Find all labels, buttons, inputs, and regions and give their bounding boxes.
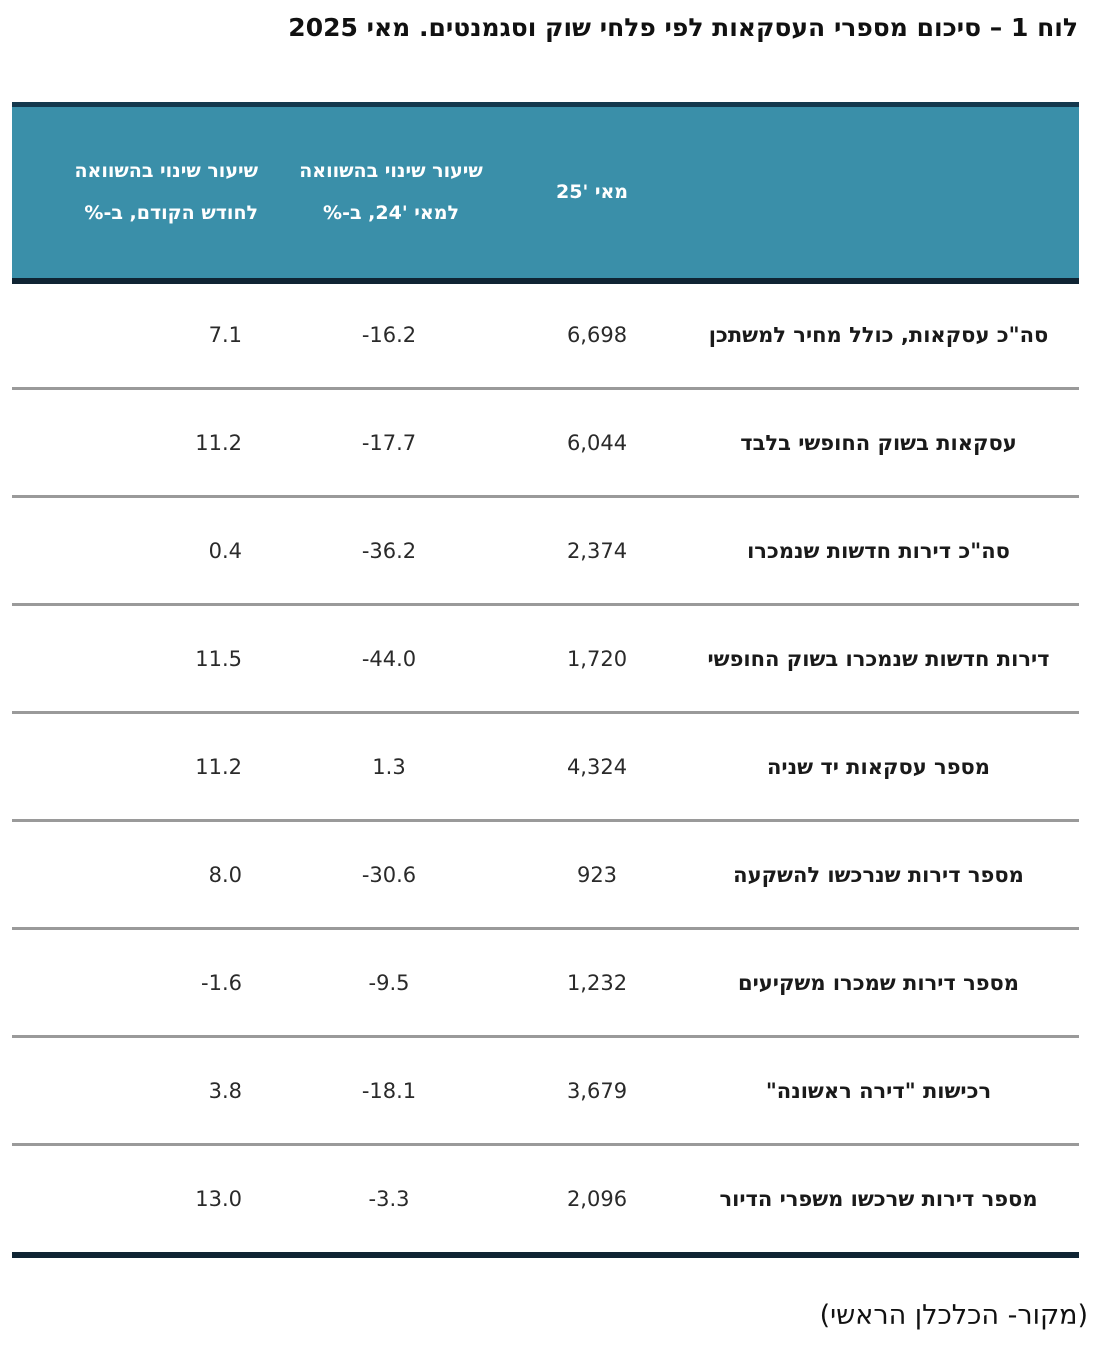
header-may-25-text: מאי '25 bbox=[556, 181, 629, 204]
row-label: מספר דירות שרכשו משפרי הדיור bbox=[678, 1145, 1079, 1256]
cell-yoy-change bbox=[262, 389, 516, 497]
table-row bbox=[12, 281, 1079, 389]
cell-may-25-value: 6,044 bbox=[566, 430, 628, 455]
cell-may-25-value: 923 bbox=[576, 862, 618, 887]
cell-mom-change bbox=[12, 605, 262, 713]
cell-may-25 bbox=[516, 1145, 678, 1256]
cell-mom-change bbox=[12, 713, 262, 821]
cell-mom-value: 3.8 bbox=[208, 1078, 242, 1103]
source-note: (מקור- הכלכלן הראשי) bbox=[819, 1300, 1088, 1331]
cell-yoy-value: -18.1 bbox=[361, 1078, 417, 1103]
header-mom-line2: לחודש הקודם, ב-% bbox=[84, 202, 258, 225]
cell-yoy-change bbox=[262, 1145, 516, 1256]
cell-mom-change bbox=[12, 389, 262, 497]
cell-mom-change bbox=[12, 1145, 262, 1256]
table-row bbox=[12, 821, 1079, 929]
cell-yoy-value: -9.5 bbox=[368, 970, 410, 995]
cell-may-25 bbox=[516, 497, 678, 605]
row-label: סה"כ דירות חדשות שנמכרו bbox=[678, 497, 1079, 605]
cell-yoy-change bbox=[262, 929, 516, 1037]
row-label: עסקאות בשוק החופשי בלבד bbox=[678, 389, 1079, 497]
header-label bbox=[678, 105, 1079, 281]
cell-mom-value: 11.2 bbox=[195, 430, 242, 455]
cell-yoy-value: -30.6 bbox=[361, 862, 417, 887]
table-row bbox=[12, 713, 1079, 821]
cell-mom-value: 0.4 bbox=[208, 538, 242, 563]
cell-mom-change bbox=[12, 1037, 262, 1145]
cell-yoy-value: -44.0 bbox=[361, 646, 417, 671]
cell-mom-value: 13.0 bbox=[195, 1187, 242, 1211]
cell-may-25 bbox=[516, 1037, 678, 1145]
cell-may-25-value: 1,720 bbox=[566, 646, 628, 671]
cell-may-25-value: 4,324 bbox=[566, 754, 628, 779]
cell-yoy-change bbox=[262, 605, 516, 713]
header-mom-line1: שיעור שינוי בהשוואה bbox=[74, 160, 258, 183]
cell-may-25-value: 2,374 bbox=[566, 538, 628, 563]
row-label: רכישות "דירה ראשונה" bbox=[678, 1037, 1079, 1145]
table-row bbox=[12, 497, 1079, 605]
table-row bbox=[12, 389, 1079, 497]
cell-yoy-change bbox=[262, 821, 516, 929]
cell-mom-change bbox=[12, 929, 262, 1037]
summary-table bbox=[12, 102, 1079, 1258]
cell-mom-value: 8.0 bbox=[208, 862, 242, 887]
cell-yoy-change bbox=[262, 497, 516, 605]
header-yoy-line1: שיעור שינוי בהשוואה bbox=[299, 160, 483, 183]
cell-yoy-value: -36.2 bbox=[361, 538, 417, 563]
row-label: דירות חדשות שנמכרו בשוק החופשי bbox=[678, 605, 1079, 713]
cell-may-25 bbox=[516, 929, 678, 1037]
cell-may-25 bbox=[516, 389, 678, 497]
row-label: מספר דירות שנרכשו להשקעה bbox=[678, 821, 1079, 929]
table-row bbox=[12, 929, 1079, 1037]
table-header bbox=[12, 105, 1079, 281]
cell-yoy-value: -17.7 bbox=[361, 430, 417, 455]
cell-may-25-value: 2,096 bbox=[566, 1187, 628, 1211]
cell-yoy-change bbox=[262, 713, 516, 821]
cell-mom-change bbox=[12, 497, 262, 605]
cell-mom-value: 11.5 bbox=[195, 646, 242, 671]
cell-may-25-value: 1,232 bbox=[566, 970, 628, 995]
table-row bbox=[12, 1145, 1079, 1256]
header-may-25 bbox=[516, 105, 678, 281]
cell-yoy-value: -16.2 bbox=[361, 323, 417, 348]
cell-yoy-value: -3.3 bbox=[368, 1187, 410, 1211]
row-label: מספר דירות שמכרו משקיעים bbox=[678, 929, 1079, 1037]
cell-yoy-change bbox=[262, 1037, 516, 1145]
summary-table-container bbox=[12, 102, 1079, 1258]
cell-yoy-value: 1.3 bbox=[372, 754, 406, 779]
cell-may-25 bbox=[516, 821, 678, 929]
cell-mom-value: -1.6 bbox=[201, 970, 242, 995]
header-yoy-change bbox=[262, 105, 516, 281]
row-label: סה"כ עסקאות, כולל מחיר למשתכן bbox=[678, 281, 1079, 389]
table-title: לוח 1 – סיכום מספרי העסקאות לפי פלחי שוק וסגמנטים. מאי 2025 bbox=[288, 13, 1078, 42]
cell-may-25 bbox=[516, 605, 678, 713]
header-mom-change bbox=[12, 105, 262, 281]
header-row bbox=[12, 105, 1079, 281]
table-body bbox=[12, 281, 1079, 1256]
cell-may-25 bbox=[516, 713, 678, 821]
cell-may-25-value: 3,679 bbox=[566, 1078, 628, 1103]
cell-may-25-value: 6,698 bbox=[566, 323, 628, 348]
table-row bbox=[12, 605, 1079, 713]
header-yoy-line2: למאי '24, ב-% bbox=[323, 202, 459, 225]
cell-may-25 bbox=[516, 281, 678, 389]
cell-mom-change bbox=[12, 281, 262, 389]
cell-yoy-change bbox=[262, 281, 516, 389]
table-row bbox=[12, 1037, 1079, 1145]
cell-mom-value: 11.2 bbox=[195, 754, 242, 779]
cell-mom-value: 7.1 bbox=[208, 323, 242, 348]
row-label: מספר עסקאות יד שניה bbox=[678, 713, 1079, 821]
cell-mom-change bbox=[12, 821, 262, 929]
